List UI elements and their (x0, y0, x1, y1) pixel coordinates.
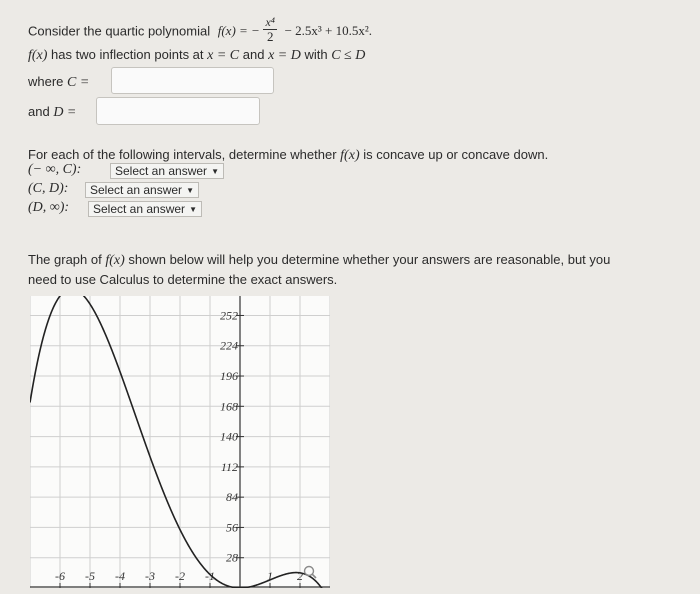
y-tick-label: 140 (220, 429, 238, 444)
x-tick-label: -1 (205, 569, 215, 583)
function-graph (30, 296, 330, 588)
interval-2-label: (C, D): (28, 181, 69, 196)
interval-3-select[interactable]: Select an answer ▼ (88, 201, 202, 217)
graph-note-line-1: The graph of f(x) shown below will help you determine whether your answers are reasonable, but you (28, 252, 611, 268)
x-tick-label: -6 (55, 569, 65, 583)
fraction: $\frac{\text{x⁴}}{2}$ (265, 15, 275, 44)
where-label: where C = (28, 74, 90, 90)
y-tick-label: 252 (220, 308, 238, 323)
x-tick-label: -2 (175, 569, 185, 583)
interval-2-select[interactable]: Select an answer ▼ (85, 182, 199, 198)
c-answer-input[interactable] (111, 67, 274, 94)
x-tick-label: -3 (145, 569, 155, 583)
y-tick-label: 84 (226, 490, 238, 505)
x-tick-label: 1 (267, 569, 273, 583)
dropdown-arrow-icon: ▼ (189, 205, 197, 214)
dropdown-arrow-icon: ▼ (211, 167, 219, 176)
y-tick-label: 28 (226, 550, 238, 565)
y-tick-label: 224 (220, 338, 238, 353)
x-tick-label: -4 (115, 569, 125, 583)
problem-line-1: Consider the quartic polynomial f(x) = − $\frac{\text{x⁴}}{2}$ − 2.5x³ + 10.5x². (28, 15, 373, 44)
x-tick-label: -5 (85, 569, 95, 583)
interval-1-label: (− ∞, C): (28, 162, 82, 177)
interval-1-select[interactable]: Select an answer ▼ (110, 163, 224, 179)
y-tick-label: 168 (220, 399, 238, 414)
dropdown-arrow-icon: ▼ (186, 186, 194, 195)
concavity-instruction: For each of the following intervals, determine whether f(x) is concave up or concave down. (28, 147, 549, 163)
problem-line-2: f(x) has two inflection points at x = C and x = D with C ≤ D (28, 47, 366, 63)
and-label: and D = (28, 104, 77, 120)
d-answer-input[interactable] (96, 97, 260, 125)
y-tick-label: 196 (220, 369, 238, 384)
y-tick-label: 56 (226, 520, 238, 535)
x-tick-label: 2 (297, 569, 303, 583)
interval-3-label: (D, ∞): (28, 200, 70, 215)
y-tick-label: 112 (220, 459, 238, 474)
graph-note-line-2: need to use Calculus to determine the exact answers. (28, 272, 338, 287)
